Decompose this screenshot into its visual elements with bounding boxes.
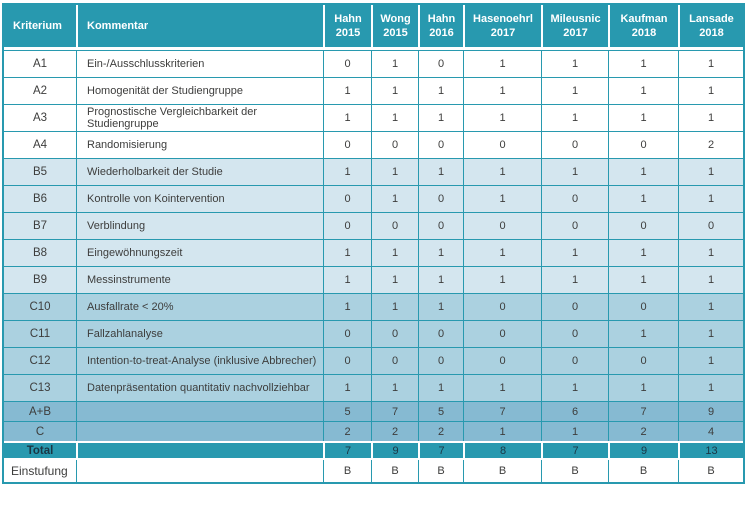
score-cell: 0 [608, 293, 678, 320]
score-cell: 0 [323, 320, 371, 347]
score-cell: 0 [678, 212, 743, 239]
score-cell: 0 [418, 320, 463, 347]
col-header-study [418, 5, 463, 50]
score-cell: 1 [608, 158, 678, 185]
score-cell: 1 [323, 104, 371, 131]
score-cell: 6 [541, 401, 608, 421]
score-cell: 1 [678, 50, 743, 77]
score-cell: B [371, 460, 418, 482]
score-cell: 0 [371, 347, 418, 374]
score-cell: 1 [323, 266, 371, 293]
score-cell: 1 [678, 77, 743, 104]
score-cell: 0 [541, 347, 608, 374]
score-cell: 1 [541, 239, 608, 266]
comment-cell: Ausfallrate < 20% [76, 293, 323, 320]
score-cell: 2 [418, 421, 463, 441]
comment-cell: Eingewöhnungszeit [76, 239, 323, 266]
subtotal-row [4, 401, 743, 421]
score-cell: 2 [608, 421, 678, 441]
row-label-cell: C [4, 421, 76, 441]
score-cell: 1 [371, 104, 418, 131]
comment-cell: Ein-/Ausschlusskriterien [76, 50, 323, 77]
score-cell: 1 [541, 50, 608, 77]
score-cell: 1 [323, 293, 371, 320]
score-cell: 0 [371, 212, 418, 239]
row-label-cell: B6 [4, 185, 76, 212]
criterion-row [4, 104, 743, 131]
score-cell: 1 [608, 104, 678, 131]
score-cell: 1 [418, 239, 463, 266]
comment-cell [76, 441, 323, 460]
comment-cell: Intention-to-treat-Analyse (inklusive Abbrecher) [76, 347, 323, 374]
score-cell: 9 [678, 401, 743, 421]
score-cell: 9 [371, 441, 418, 460]
study-year: 2015 [335, 27, 361, 39]
comment-cell [76, 460, 323, 482]
study-year: 2017 [490, 27, 516, 39]
criterion-row [4, 212, 743, 239]
col-header-study [323, 5, 371, 50]
score-cell: 1 [418, 266, 463, 293]
grade-row [4, 460, 743, 482]
score-cell: 4 [678, 421, 743, 441]
score-cell: 1 [678, 293, 743, 320]
score-cell: 0 [463, 131, 541, 158]
score-cell: 0 [541, 212, 608, 239]
score-cell: 0 [541, 131, 608, 158]
score-cell: 0 [418, 347, 463, 374]
subtotal-row [4, 421, 743, 441]
study-year: 2018 [699, 27, 724, 39]
score-cell: 0 [541, 293, 608, 320]
score-cell: 1 [418, 293, 463, 320]
study-year: 2015 [383, 27, 408, 39]
row-label-cell: C13 [4, 374, 76, 401]
score-cell: 1 [371, 266, 418, 293]
score-cell: 1 [371, 239, 418, 266]
score-cell: 1 [371, 185, 418, 212]
score-cell: 0 [323, 347, 371, 374]
score-cell: B [678, 460, 743, 482]
row-label-cell: A1 [4, 50, 76, 77]
score-cell: 0 [608, 131, 678, 158]
score-cell: 0 [463, 347, 541, 374]
score-cell: 1 [608, 50, 678, 77]
criterion-row [4, 185, 743, 212]
comment-cell: Fallzahlanalyse [76, 320, 323, 347]
score-cell: 2 [678, 131, 743, 158]
score-cell: 1 [371, 293, 418, 320]
score-cell: 1 [418, 158, 463, 185]
row-label-cell: A+B [4, 401, 76, 421]
score-cell: 8 [463, 441, 541, 460]
score-cell: 1 [418, 374, 463, 401]
score-cell: 9 [608, 441, 678, 460]
score-cell: 1 [608, 77, 678, 104]
score-cell: 1 [463, 158, 541, 185]
comment-cell: Datenpräsentation quantitativ nachvollziehbar [76, 374, 323, 401]
score-cell: 1 [541, 374, 608, 401]
score-cell: 5 [323, 401, 371, 421]
score-cell: 7 [463, 401, 541, 421]
row-label-cell: B9 [4, 266, 76, 293]
study-name: Kaufman [620, 12, 668, 25]
score-cell: 0 [608, 212, 678, 239]
score-cell: 1 [608, 320, 678, 347]
study-name: Hahn [334, 12, 362, 25]
score-cell: 0 [418, 185, 463, 212]
col-header-study [678, 5, 743, 50]
score-cell: 1 [678, 104, 743, 131]
col-header-study [608, 5, 678, 50]
score-cell: 1 [463, 266, 541, 293]
row-label-cell: A2 [4, 77, 76, 104]
score-cell: 1 [608, 239, 678, 266]
study-name: Hasenoehrl [473, 12, 533, 25]
comment-cell: Prognostische Vergleichbarkeit der Studiengruppe [76, 104, 323, 131]
score-cell: 0 [418, 212, 463, 239]
score-cell: 7 [418, 441, 463, 460]
col-header-study [463, 5, 541, 50]
score-cell: 1 [678, 320, 743, 347]
row-label-cell: Total [4, 441, 76, 460]
score-cell: 1 [371, 374, 418, 401]
study-name: Hahn [427, 12, 456, 25]
score-cell: 1 [678, 266, 743, 293]
score-cell: 1 [463, 374, 541, 401]
score-cell: 0 [323, 131, 371, 158]
total-row [4, 441, 743, 460]
comment-cell: Kontrolle von Kointervention [76, 185, 323, 212]
score-cell: 1 [323, 374, 371, 401]
criterion-row [4, 50, 743, 77]
score-cell: 1 [463, 421, 541, 441]
comment-cell: Homogenität der Studiengruppe [76, 77, 323, 104]
row-label-cell: A3 [4, 104, 76, 131]
row-label-cell: A4 [4, 131, 76, 158]
criterion-row [4, 239, 743, 266]
score-cell: 0 [418, 131, 463, 158]
score-cell: 0 [371, 131, 418, 158]
header-row [4, 5, 743, 50]
score-cell: 7 [541, 441, 608, 460]
criterion-row [4, 158, 743, 185]
score-cell: 1 [323, 158, 371, 185]
study-name: Wong [380, 12, 411, 25]
score-cell: 0 [463, 320, 541, 347]
col-header-kriterium: Kriterium [4, 5, 76, 50]
score-cell: 1 [541, 421, 608, 441]
score-cell: 0 [541, 320, 608, 347]
study-year: 2018 [631, 27, 657, 39]
study-name: Mileusnic [550, 12, 601, 25]
criterion-row [4, 320, 743, 347]
score-cell: 0 [323, 185, 371, 212]
score-cell: 1 [608, 185, 678, 212]
score-cell: 1 [463, 239, 541, 266]
col-header-kommentar: Kommentar [76, 5, 323, 50]
comment-cell: Verblindung [76, 212, 323, 239]
study-year: 2017 [563, 27, 588, 39]
score-cell: 1 [371, 77, 418, 104]
score-cell: 1 [608, 374, 678, 401]
comment-cell: Messinstrumente [76, 266, 323, 293]
criterion-row [4, 77, 743, 104]
score-cell: 1 [323, 239, 371, 266]
score-cell: 1 [371, 50, 418, 77]
score-cell: 0 [323, 212, 371, 239]
score-cell: 1 [541, 266, 608, 293]
score-cell: 1 [678, 347, 743, 374]
score-cell: 0 [371, 320, 418, 347]
row-label-cell: B5 [4, 158, 76, 185]
score-cell: 1 [463, 104, 541, 131]
score-cell: 1 [678, 374, 743, 401]
score-cell: 2 [371, 421, 418, 441]
score-cell: 0 [323, 50, 371, 77]
score-cell: 7 [323, 441, 371, 460]
score-cell: 0 [541, 185, 608, 212]
study-name: Lansade [689, 12, 734, 25]
score-cell: B [608, 460, 678, 482]
comment-cell [76, 421, 323, 441]
score-cell: 0 [463, 293, 541, 320]
comment-cell: Wiederholbarkeit der Studie [76, 158, 323, 185]
score-cell: B [541, 460, 608, 482]
row-label-cell: B8 [4, 239, 76, 266]
score-cell: 1 [463, 50, 541, 77]
criterion-row [4, 266, 743, 293]
score-cell: 1 [463, 185, 541, 212]
score-cell: 1 [678, 185, 743, 212]
score-cell: 5 [418, 401, 463, 421]
score-cell: 1 [371, 158, 418, 185]
score-cell: 2 [323, 421, 371, 441]
row-label-cell: B7 [4, 212, 76, 239]
comment-cell [76, 401, 323, 421]
score-cell: 1 [678, 239, 743, 266]
row-label-cell: Einstufung [4, 460, 76, 482]
score-cell: 1 [541, 77, 608, 104]
row-label-cell: C11 [4, 320, 76, 347]
row-label-cell: C10 [4, 293, 76, 320]
score-cell: 1 [678, 158, 743, 185]
score-cell: 0 [608, 347, 678, 374]
score-cell: 1 [418, 77, 463, 104]
score-cell: B [463, 460, 541, 482]
score-cell: 0 [463, 212, 541, 239]
score-cell: B [323, 460, 371, 482]
criterion-row [4, 347, 743, 374]
row-label-cell: C12 [4, 347, 76, 374]
score-cell: 1 [541, 158, 608, 185]
criterion-row [4, 293, 743, 320]
col-header-study [541, 5, 608, 50]
quality-assessment-table [2, 3, 745, 484]
score-cell: 13 [678, 441, 743, 460]
score-cell: 1 [418, 104, 463, 131]
col-header-study [371, 5, 418, 50]
score-cell: 1 [463, 77, 541, 104]
comment-cell: Randomisierung [76, 131, 323, 158]
score-cell: 1 [541, 104, 608, 131]
criterion-row [4, 374, 743, 401]
score-cell: 1 [608, 266, 678, 293]
score-cell: 0 [418, 50, 463, 77]
study-year: 2016 [429, 27, 454, 39]
score-cell: 1 [323, 77, 371, 104]
score-cell: B [418, 460, 463, 482]
score-cell: 7 [608, 401, 678, 421]
score-cell: 7 [371, 401, 418, 421]
criterion-row [4, 131, 743, 158]
